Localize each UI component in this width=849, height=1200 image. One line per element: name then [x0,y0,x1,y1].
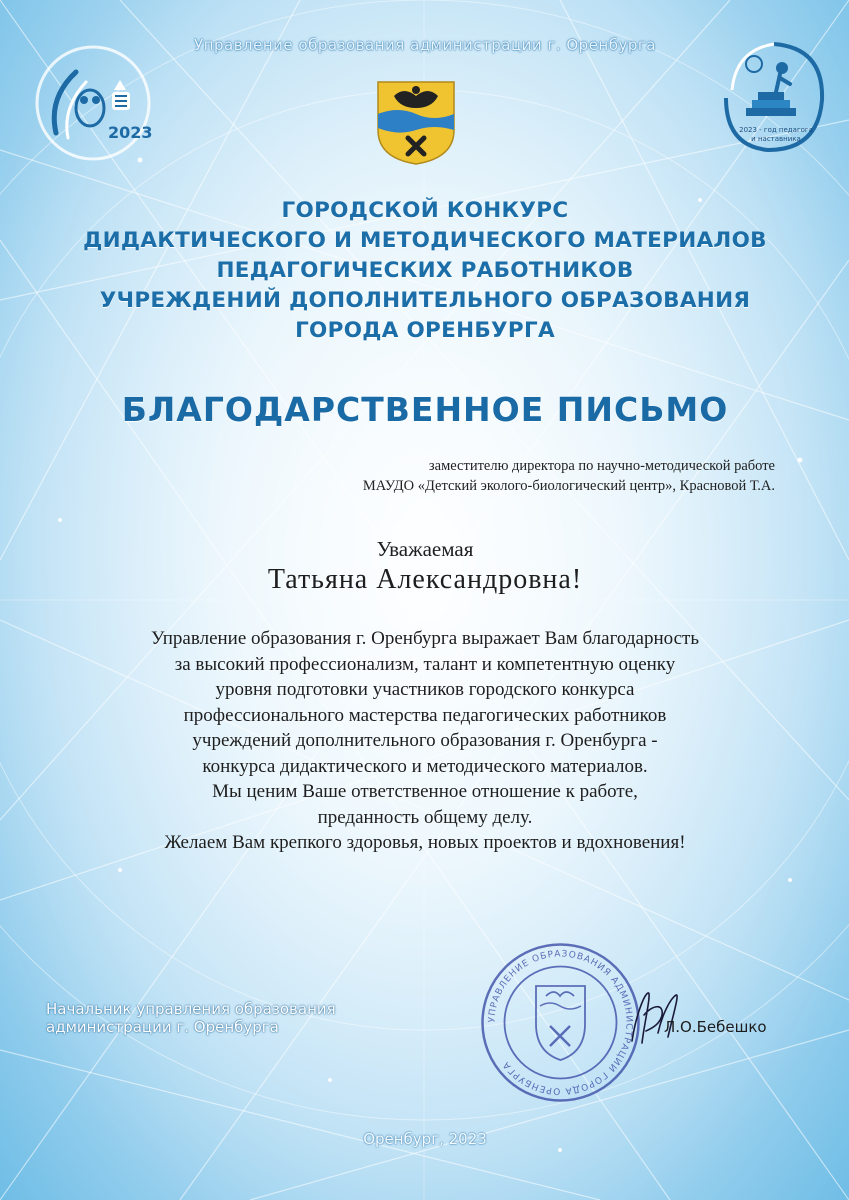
svg-text:2023 - год педагога: 2023 - год педагога [739,126,813,134]
contest-title-line: ПЕДАГОГИЧЕСКИХ РАБОТНИКОВ [216,258,634,283]
signatory-position-line: Начальник управления образования [46,1000,336,1018]
salutation: Уважаемая [376,537,474,561]
body-line: уровня подготовки участников городского конкурса [215,679,635,700]
contest-title-line: ГОРОДА ОРЕНБУРГА [295,318,555,343]
letter-body [60,626,790,856]
contest-title-line: ДИДАКТИЧЕСКОГО И МЕТОДИЧЕСКОГО МАТЕРИАЛОВ [83,228,767,253]
svg-text:и наставника: и наставника [751,135,801,143]
recipient-block [200,456,775,496]
recipient-line: заместителю директора по научно-методической работе [428,458,775,474]
svg-text:2023: 2023 [108,123,153,142]
official-stamp-icon [478,940,643,1105]
body-line: за высокий профессионализм, талант и компетентную оценку [174,653,676,675]
signatory-position [46,1000,336,1036]
addressee-name: Татьяна Александровна! [267,564,583,595]
body-line: Управление образования г. Оренбурга выражает Вам благодарность [150,628,700,649]
recipient-line: МАУДО «Детский эколого-биологический центр», Красновой Т.А. [362,478,775,494]
letter-title: БЛАГОДАРСТВЕННОЕ ПИСЬМО [121,390,729,429]
contest-title [60,196,790,346]
teacher-year-emblem-icon [718,38,830,158]
svg-text:УПРАВЛЕНИЕ ОБРАЗОВАНИЯ АДМИНИС: УПРАВЛЕНИЕ ОБРАЗОВАНИЯ АДМИНИСТРАЦИИ ГОРОДА ОРЕНБУРГА [487,949,634,1096]
signatory-name: Л.О.Бебешко [664,1018,767,1036]
body-line: конкурса дидактического и методического материалов. [202,755,648,777]
footer-place-year: Оренбург, 2023 [363,1130,487,1148]
body-line: учреждений дополнительного образования г. Оренбурга - [192,730,658,751]
contest-title-line: ГОРОДСКОЙ КОНКУРС [281,198,569,223]
owl-emblem-icon [28,38,158,168]
header-organization: Управление образования администрации г. Оренбурга [194,36,656,54]
orenburg-coat-of-arms-icon [374,78,458,166]
signatory-position-line: администрации г. Оренбурга [46,1018,279,1036]
contest-title-line: УЧРЕЖДЕНИЙ ДОПОЛНИТЕЛЬНОГО ОБРАЗОВАНИЯ [99,288,751,313]
body-line: Желаем Вам крепкого здоровья, новых проектов и вдохновения! [164,832,686,853]
body-line: Мы ценим Ваше ответственное отношение к работе, [212,781,638,802]
body-line: преданность общему делу. [317,806,533,828]
greeting [100,536,750,598]
body-line: профессионального мастерства педагогических работников [183,704,667,726]
